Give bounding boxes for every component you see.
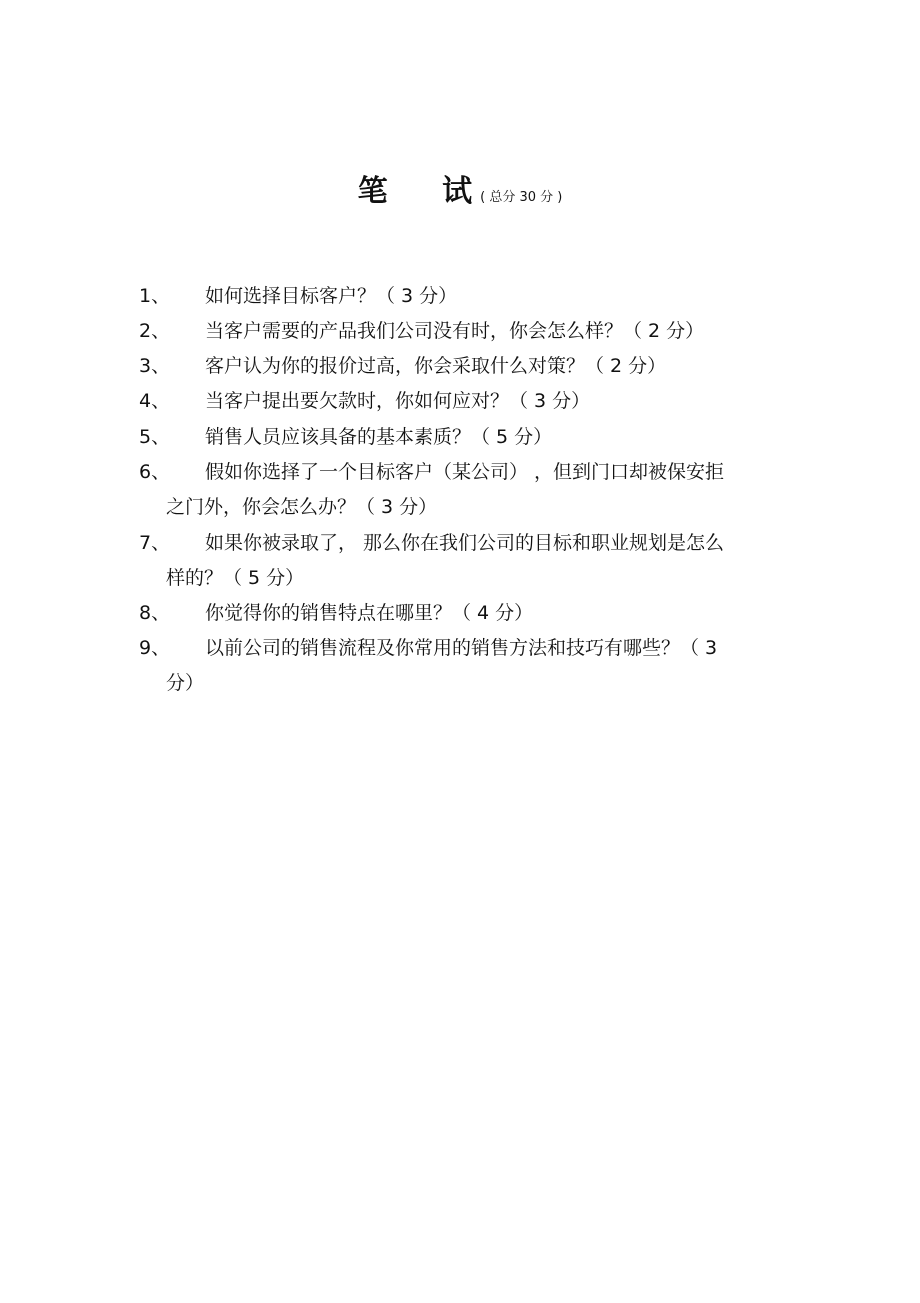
question-text: 客户认为你的报价过高，你会采取什么对策？（ 2 分） <box>205 355 667 377</box>
question-text-continued: 之门外，你会怎么办？（ 3 分） <box>166 496 438 518</box>
question-number: 8、 <box>139 602 171 624</box>
question-item <box>139 455 799 525</box>
page-title <box>0 166 920 210</box>
question-item <box>139 384 799 419</box>
question-text-continued: 样的？（ 5 分） <box>166 567 305 589</box>
question-number: 7、 <box>139 532 171 554</box>
question-text: 假如你选择了一个目标客户（某公司） ，但到门口却被保安拒 <box>205 461 725 483</box>
question-text: 销售人员应该具备的基本素质？（ 5 分） <box>205 426 553 448</box>
question-number: 9、 <box>139 637 171 659</box>
title-text: 笔 试 <box>357 174 495 209</box>
question-item <box>139 314 799 349</box>
total-score-note: ( 总分 30 分 ) <box>480 190 563 205</box>
question-item <box>139 526 799 596</box>
question-text: 你觉得你的销售特点在哪里？（ 4 分） <box>205 602 534 624</box>
question-number: 3、 <box>139 355 171 377</box>
question-text-continued: 分） <box>166 672 205 694</box>
question-number: 4、 <box>139 390 171 412</box>
question-item <box>139 349 799 384</box>
question-number: 1、 <box>139 285 171 307</box>
question-text: 如何选择目标客户？（ 3 分） <box>205 285 458 307</box>
question-item <box>139 631 799 701</box>
question-text: 当客户需要的产品我们公司没有时，你会怎么样？（ 2 分） <box>205 320 705 342</box>
question-item <box>139 279 799 314</box>
question-number: 6、 <box>139 461 171 483</box>
question-number: 2、 <box>139 320 171 342</box>
question-text: 以前公司的销售流程及你常用的销售方法和技巧有哪些？（ 3 <box>205 637 718 659</box>
question-text: 当客户提出要欠款时，你如何应对？（ 3 分） <box>205 390 591 412</box>
question-item <box>139 420 799 455</box>
question-number: 5、 <box>139 426 171 448</box>
question-item <box>139 596 799 631</box>
question-text: 如果你被录取了， 那么你在我们公司的目标和职业规划是怎么 <box>205 532 725 554</box>
